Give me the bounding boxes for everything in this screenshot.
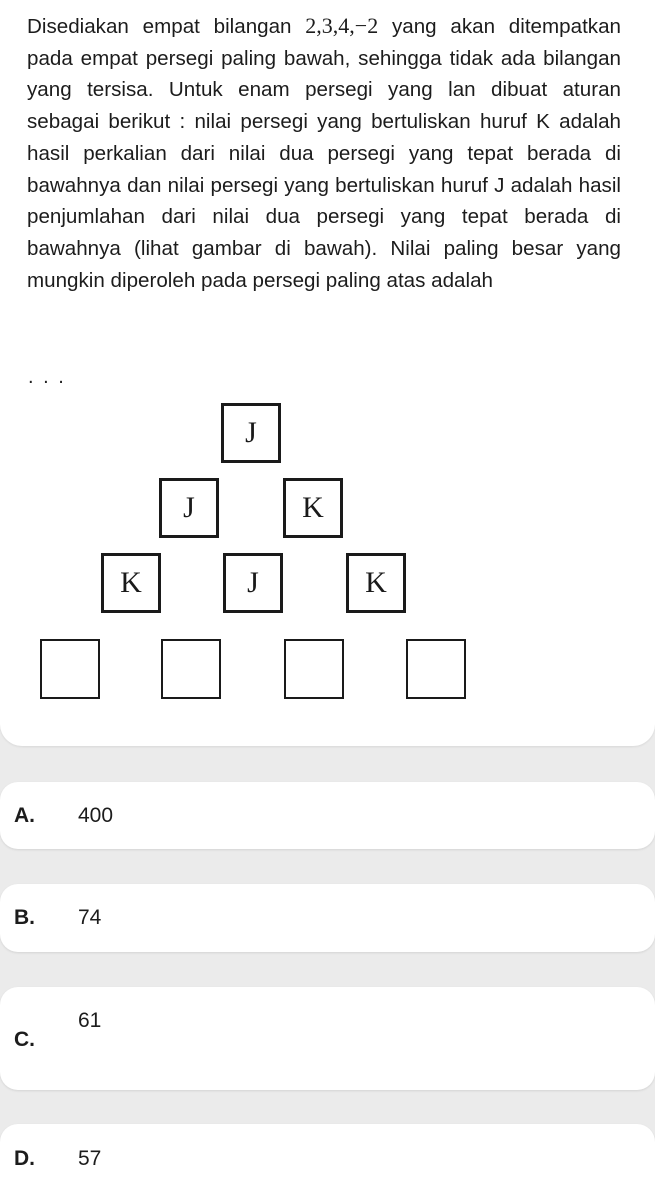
option-c-text: 61 xyxy=(78,1009,102,1032)
question-text xyxy=(27,10,621,296)
option-b[interactable] xyxy=(0,884,655,952)
question-text-part2: yang akan ditempatkan pada empat persegi paling bawah, sehingga tidak ada bilangan yang tersisa. Untuk enam persegi yang lan dibuat aturan sebagai berikut : nilai persegi yang bertuliskan huruf K adalah hasil perkalian dari nilai dua persegi yang tepat berada di bawahnya dan nilai persegi yang bertuliskan huruf J adalah hasil penjumlahan dari nilai dua persegi yang tepat berada di bawahnya (lihat gambar di bawah). Nilai paling besar yang mungkin diperoleh pada persegi paling atas adalah xyxy=(27,15,621,292)
box-row3-middle: J xyxy=(223,553,283,613)
box-row3-right: K xyxy=(346,553,406,613)
box-bottom-3 xyxy=(284,639,344,699)
option-a-text: 400 xyxy=(78,804,114,827)
pyramid-figure xyxy=(28,398,482,716)
number-set: 2,3,4,−2 xyxy=(305,13,379,38)
box-bottom-1 xyxy=(40,639,100,699)
option-a[interactable] xyxy=(0,782,655,849)
question-ellipsis: . . . xyxy=(28,366,66,388)
box-row3-left: K xyxy=(101,553,161,613)
box-row2-right: K xyxy=(283,478,343,538)
box-bottom-2 xyxy=(161,639,221,699)
option-b-letter: B. xyxy=(14,906,35,929)
option-a-letter: A. xyxy=(14,804,35,827)
box-bottom-4 xyxy=(406,639,466,699)
option-c-letter: C. xyxy=(14,1028,35,1051)
option-c[interactable] xyxy=(0,987,655,1090)
box-row2-left: J xyxy=(159,478,219,538)
option-d[interactable] xyxy=(0,1124,655,1198)
option-d-letter: D. xyxy=(14,1147,35,1170)
option-d-text: 57 xyxy=(78,1147,102,1170)
option-b-text: 74 xyxy=(78,906,102,929)
box-top: J xyxy=(221,403,281,463)
question-text-part1: Disediakan empat bilangan xyxy=(27,15,306,38)
